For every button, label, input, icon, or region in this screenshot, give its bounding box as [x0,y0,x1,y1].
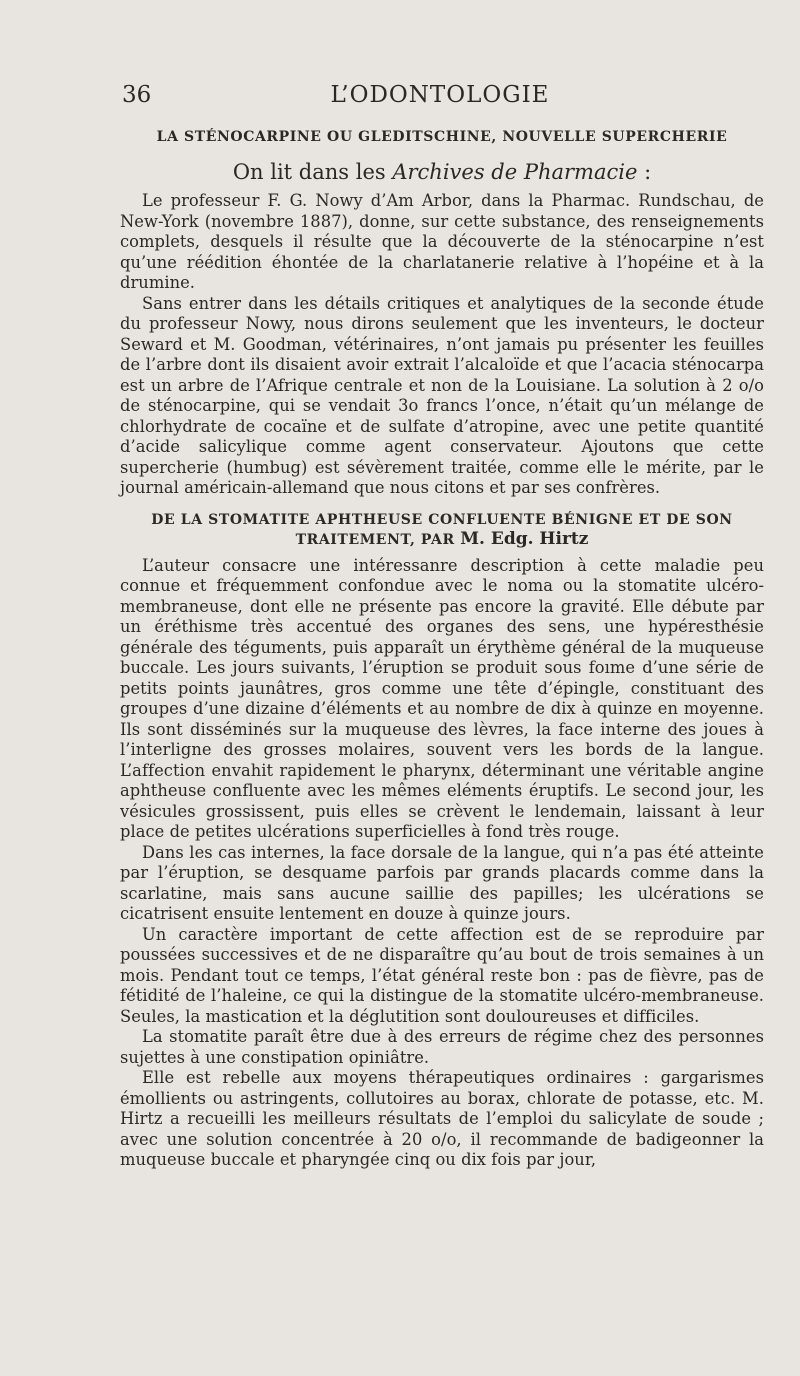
article-2-paragraph: La stomatite paraît être due à des erreurs de régime chez des personnes sujettes à une constipation opiniâtre. [120,1027,764,1067]
article-2-title-text: DE LA STOMATITE APHTHEUSE CONFLUENTE BÉNIGNE ET DE SON TRAITEMENT, PAR [151,511,733,548]
article-2-paragraph: Elle est rebelle aux moyens thérapeutiques ordinaires : gargarismes émollients ou astringents, collutoires au borax, chlorate de potasse, etc. M. Hirtz a recueilli les meilleurs résultats de l’emploi du salicylate de soude ; avec une solution concentrée à 20 o/o, il recommande de badigeonner la muqueuse buccale et pharyngée cinq ou dix fois par jour, [120,1068,764,1169]
page-number: 36 [122,82,152,108]
article-1-intro [120,159,764,185]
article-2-title [120,511,764,550]
article-1-paragraph: Le professeur F. G. Nowy d’Am Arbor, dans la Pharmac. Rundschau, de New-York (novembre 1887), donne, sur cette substance, des renseignements complets, desquels il résulte que la découverte de la sténocarpine n’est qu’une réédition éhontée de la charlatanerie relative à l’hopéine et à la drumine. [120,191,764,292]
article-2-paragraph: L’auteur consacre une intéressanre description à cette maladie peu connue et fréquemment confondue avec le noma ou la stomatite ulcéro-membraneuse, dont elle ne présente pas encore la gravité. Elle débute par un éréthisme très accentué des organes des sens, une hypéresthésie générale des téguments, puis apparaît un érythème général de la muqueuse buccale. Les jours suivants, l’éruption se produit sous foıme d’une série de petits points jaunâtres, gros comme une tête d’épingle, constituant des groupes d’une dizaine d’éléments et au nombre de dix à quinze en moyenne. Ils sont disséminés sur la muqueuse des lèvres, la face interne des joues à l’interligne des grosses molaires, souvent vers les bords de la langue. L’affection envahit rapidement le pharynx, déterminant une véritable angine aphtheuse confluente avec les mêmes eléments éruptifs. Le second jour, les vésicules grossissent, puis elles se crèvent le lendemain, laissant à leur place de petites ulcérations superficielles à fond très rouge. [120,555,764,841]
intro-prefix: On lit dans les [232,160,393,184]
article-2-paragraph: Dans les cas internes, la face dorsale de la langue, qui n’a pas été atteinte par l’éruption, se desquame parfois par grands placards comme dans la scarlatine, mais sans aucune saillie des papilles; les ulcérations se cicatrisent ensuite lentement en douze à quinze jours. [120,842,764,923]
journal-title: L’ODONTOLOGIE [330,82,550,108]
article-1-title: LA STÉNOCARPINE OU GLEDITSCHINE, NOUVELLE SUPERCHERIE [156,129,728,145]
article-2-paragraph: Un caractère important de cette affection est de se reproduire par poussées successives et de ne disparaître qu’au bout de trois semaines à un mois. Pendant tout ce temps, l’état général reste bon : pas de fièvre, pas de fétidité de l’haleine, ce qui la distingue de la stomatite ulcéro-membraneuse. Seules, la mastication et la déglutition sont douloureuses et difficiles. [120,924,764,1026]
intro-source: Archives de Pharmacie [392,160,638,184]
article-2-author: M. Edg. Hirtz [460,528,589,549]
intro-suffix: : [637,160,652,184]
article-1-paragraph: Sans entrer dans les détails critiques et analytiques de la seconde étude du professeur Nowy, nous dirons seulement que les inventeurs, le docteur Seward et M. Goodman, vétérinaires, n’ont jamais pu présenter les feuilles de l’arbre dont ils disaient avoir extrait l’alcaloïde et que l’acacia sténocarpa est un arbre de l’Afrique centrale et non de la Louisiane. La solution à 2 o/o de sténocarpine, qui se vendait 3o francs l’once, n’était qu’un mélange de chlorhydrate de cocaïne et de sulfate d’atropine, avec une petite quantité d’acide salicylique comme agent conservateur. Ajoutons que cette supercherie (humbug) est sévèrement traitée, comme elle le mérite, par le journal américain-allemand que nous citons et par ses confrères. [120,293,764,497]
running-head [120,82,760,114]
page-content [120,128,764,1171]
